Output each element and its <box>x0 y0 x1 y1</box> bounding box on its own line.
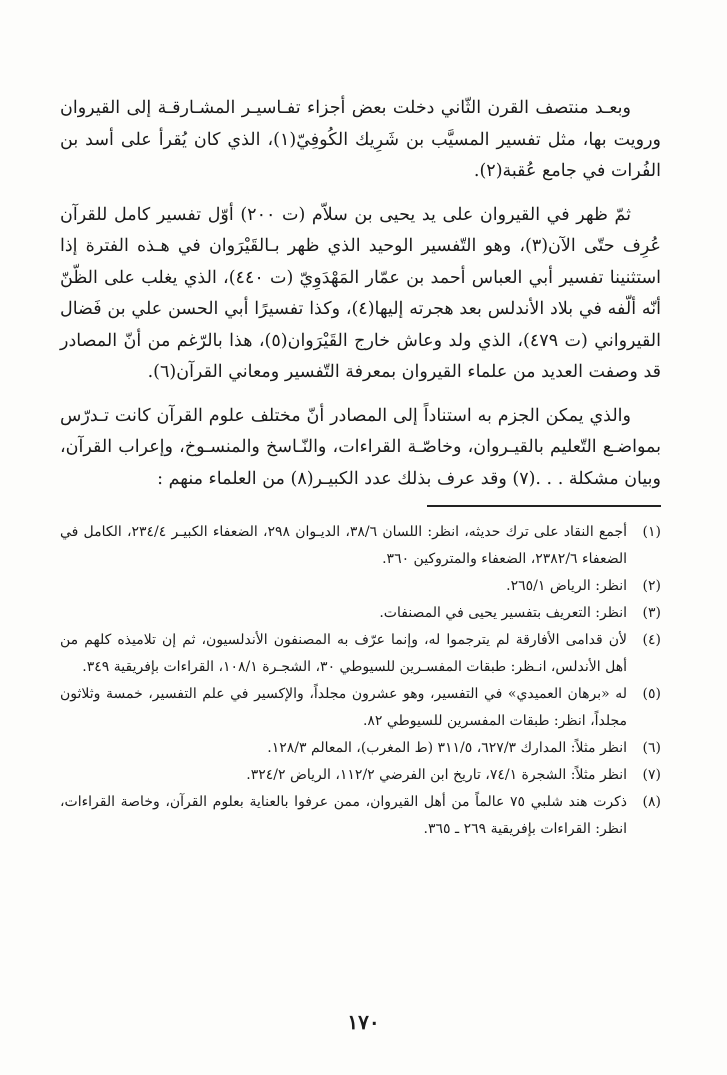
paragraph-2: ثمّ ظهر في القيروان على يد يحيى بن سلاّم (ت ٢٠٠) أوّل تفسير كامل للقرآن عُرِف حتّى الآن(٣)، وهو التّفسير الوحيد الذي ظهر بـالقَيْرَوان في هـذه الفترة إذا استثنينا تفسير أبي العباس أحمد بن عمّار المَهْدَوِيّ (ت ٤٤٠)، الذي يغلب على الظّنّ أنّه ألّفه في بلاد الأندلس بعد هجرته إليها(٤)، وكذا تفسيرًا أبي الحسن علي بن فَضال القيرواني (ت ٤٧٩)، الذي ولد وعاش خارج القَيْرَوان(٥)، هذا بالرّغم من أنّ المصادر قد وصفت العديد من علماء القيروان بمعرفة التّفسير ومعاني القرآن(٦). <box>60 204 662 382</box>
footnote-text: انظر مثلاً: المدارك ٦٢٧/٣، ٣١١/٥ (ط المغرب)، المعالم ١٢٨/٣. <box>267 740 627 756</box>
footnote-divider <box>427 505 661 507</box>
footnotes-list <box>60 519 661 843</box>
footnote-text: أجمع النقاد على ترك حديثه، انظر: اللسان ٣٨/٦، الديـوان ٢٩٨، الضعفاء الكبيـر ٢٣٤/٤، الكامل في الضعفاء ٢٣٨٢/٦، الضعفاء والمتروكين ٣٦٠. <box>60 524 627 567</box>
footnote-text: له «برهان العميدي» في التفسير، وهو عشرون مجلداً، والإكسير في علم التفسير، خمسة وثلاثون مجلداً، انظر: طبقات المفسرين للسيوطي ٨٢. <box>60 686 627 729</box>
paragraph-1: وبعـد منتصف القرن الثّاني دخلت بعض أجزاء تفـاسيـر المشـارقـة إلى القيروان ورويت بها، مثل تفسير المسيَّب بن شَرِيك الكُوفِيّ(١)، الذي كان يُقرأ على أسد بن الفُرات في جامع عُقبة(٢). <box>60 98 661 181</box>
footnote <box>60 519 661 573</box>
footnote-number: (٥) <box>642 686 661 702</box>
footnote-text: انظر: الرياض ٢٦٥/١. <box>506 578 627 594</box>
footnote-text: انظر مثلاً: الشجرة ٧٤/١، تاريخ ابن الفرضي ١١٢/٢، الرياض ٣٢٤/٢. <box>246 767 627 783</box>
footnote-number: (٣) <box>642 605 661 621</box>
footnote <box>60 789 661 843</box>
page-number: ١٧٠ <box>347 1010 380 1034</box>
footnote <box>60 573 661 600</box>
footnote <box>60 735 661 762</box>
main-text <box>60 93 661 495</box>
footnote-number: (٧) <box>642 767 661 783</box>
footnote <box>60 627 661 681</box>
footnote <box>60 762 661 789</box>
footnote-number: (٦) <box>642 740 661 756</box>
footnote-text: انظر: التعريف بتفسير يحيى في المصنفات. <box>379 605 627 621</box>
footnote-number: (١) <box>642 524 661 540</box>
footnote-text: لأن قدامى الأفارقة لم يترجموا له، وإنما عرّف به المصنفون الأندلسيون، ثم إن تلاميذه كلهم من أهل الأندلس، انـظر: طبقات المفسـرين للسيوطي ٣٠، الشجـرة ١٠٨/١، القراءات بإفريقية ٣٤٩. <box>60 632 627 675</box>
footnote-divider-wrap <box>60 495 661 519</box>
paragraph-3: والذي يمكن الجزم به استناداً إلى المصادر أنّ مختلف علوم القرآن كانت تـدرّس بمواضـع التّعليم بالقيـروان، وخاصّـة القراءات، والنّـاسخ والمنسـوخ، وإعراب القرآن، وبيان مشكلة . . .(٧) وقد عرف بذلك عدد الكبيـر(٨) من العلماء منهم : <box>60 405 661 489</box>
footnote-text: ذكرت هند شلبي ٧٥ عالماً من أهل القيروان، ممن عرفوا بالعناية بعلوم القرآن، وخاصة القراءات، انظر: القراءات بإفريقية ٢٦٩ ـ ٣٦٥. <box>60 794 627 837</box>
footnote-number: (٨) <box>642 794 661 810</box>
footnote <box>60 600 661 627</box>
footnote-number: (٤) <box>642 632 661 648</box>
footnote <box>60 681 661 735</box>
footnote-number: (٢) <box>642 578 661 594</box>
